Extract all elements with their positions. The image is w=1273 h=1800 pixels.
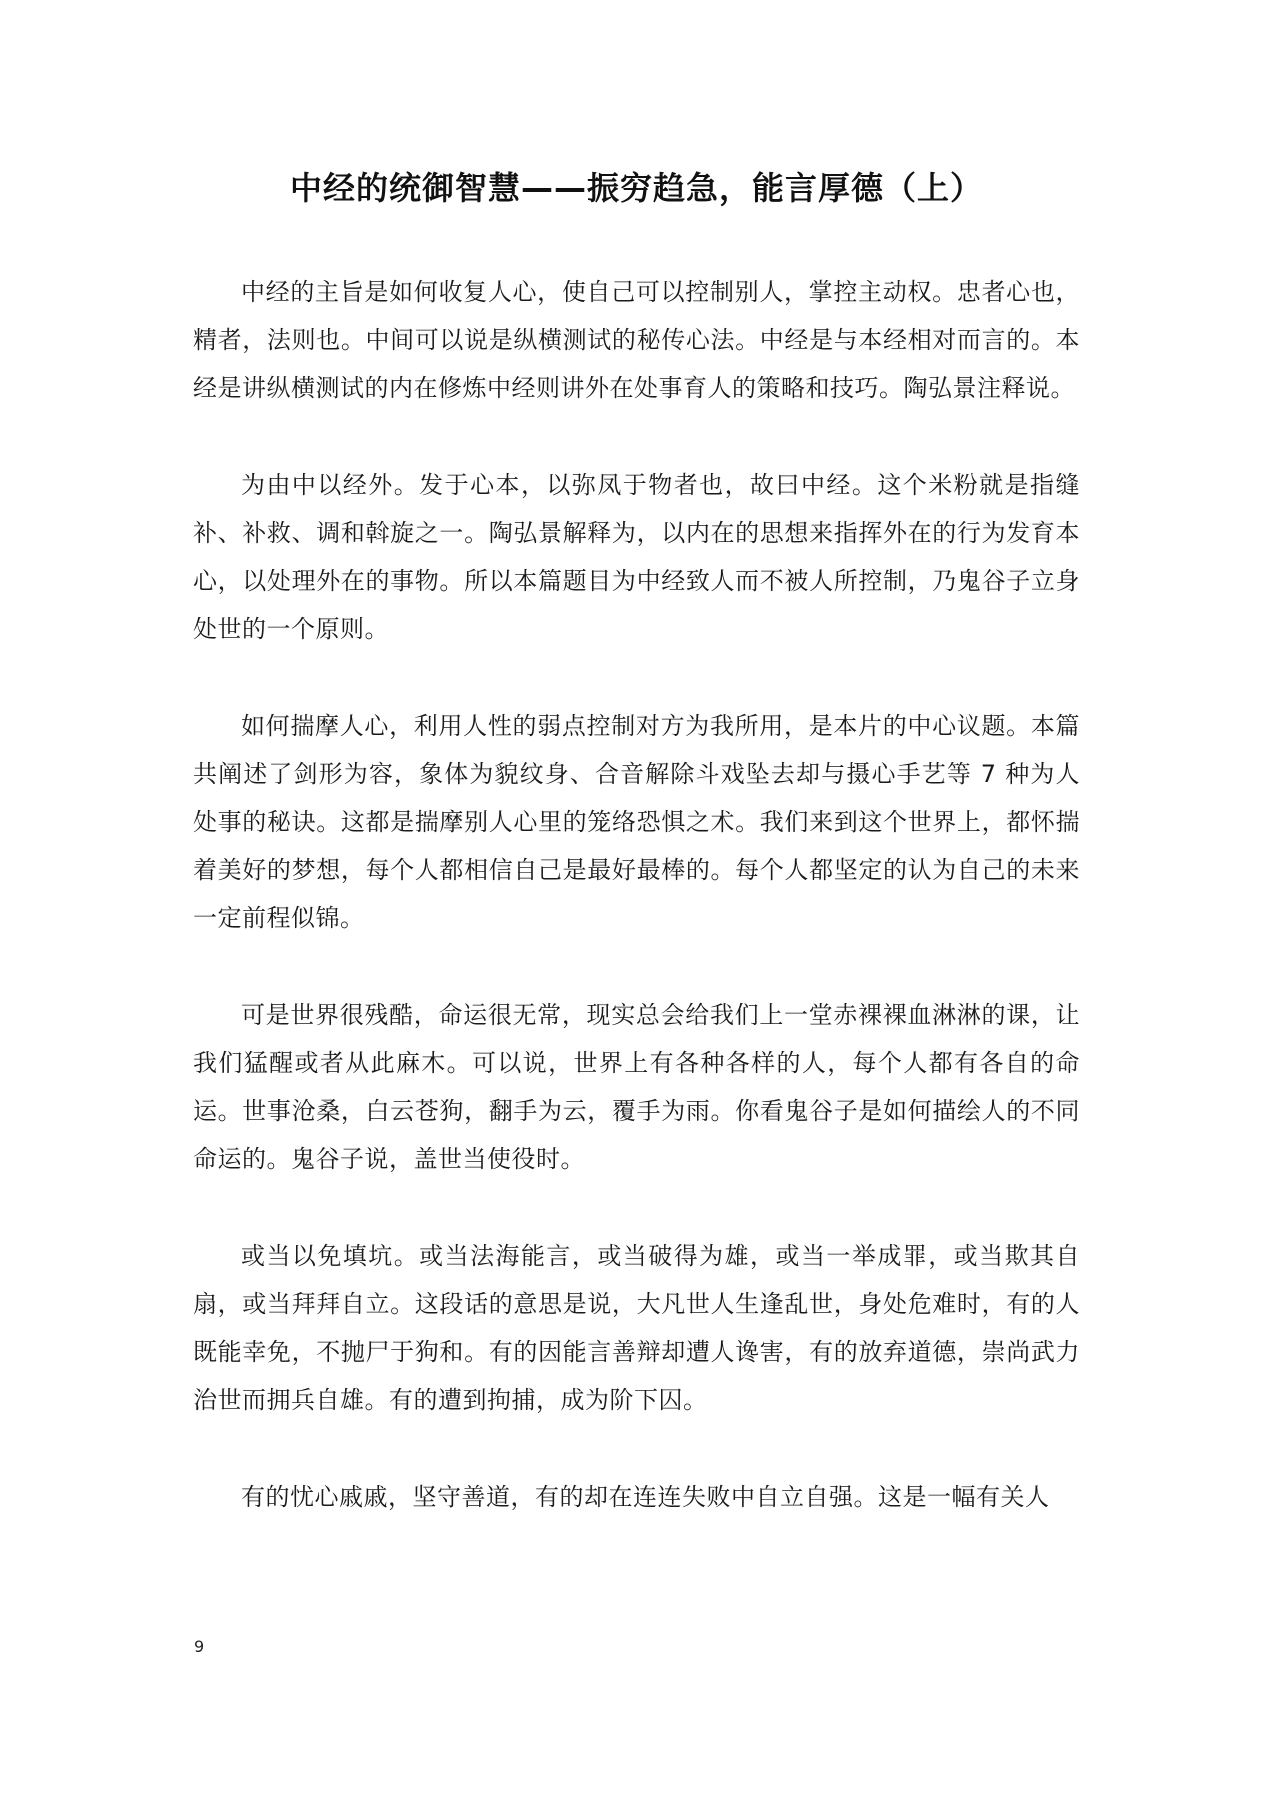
page-title: 中经的统御智慧——振穷趋急，能言厚德（上） [289, 169, 983, 207]
document-body [193, 268, 1080, 1570]
paragraph: 有的忧心戚戚，坚守善道，有的却在连连失败中自立自强。这是一幅有关人 [241, 1483, 1050, 1511]
page-number: 9 [194, 1637, 205, 1656]
paragraph: 为由中以经外。发于心本，以弥凤于物者也，故曰中经。这个米粉就是指缝补、补救、调和斡旋之一。陶弘景解释为，以内在的思想来指挥外在的行为发育本心，以处理外在的事物。所以本篇题目为中经致人而不被人所控制，乃鬼谷子立身处世的一个原则。 [193, 471, 1080, 643]
paragraph: 如何揣摩人心，利用人性的弱点控制对方为我所用，是本片的中心议题。本篇共阐述了剑形为容，象体为貌纹身、合音解除斗戏坠去却与摄心手艺等 7 种为人处事的秘诀。这都是揣摩别人心里的笼络恐惧之术。我们来到这个世界上，都怀揣着美好的梦想，每个人都相信自己是最好最棒的。每个人都坚定的认为自己的未来一定前程似锦。 [193, 712, 1080, 932]
paragraph: 或当以免填坑。或当法海能言，或当破得为雄，或当一举成罪，或当欺其自扇，或当拜拜自立。这段话的意思是说，大凡世人生逢乱世，身处危难时，有的人既能幸免，不抛尸于狗和。有的因能言善辩却遭人谗害，有的放弃道德，崇尚武力治世而拥兵自雄。有的遭到拘捕，成为阶下囚。 [193, 1242, 1080, 1414]
paragraph: 中经的主旨是如何收复人心，使自己可以控制别人，掌控主动权。忠者心也，精者，法则也。中间可以说是纵横测试的秘传心法。中经是与本经相对而言的。本经是讲纵横测试的内在修炼中经则讲外在处事育人的策略和技巧。陶弘景注释说。 [193, 278, 1080, 402]
paragraph: 可是世界很残酷，命运很无常，现实总会给我们上一堂赤裸裸血淋淋的课，让我们猛醒或者从此麻木。可以说，世界上有各种各样的人，每个人都有各自的命运。世事沧桑，白云苍狗，翻手为云，覆手为雨。你看鬼谷子是如何描绘人的不同命运的。鬼谷子说，盖世当使役时。 [193, 1001, 1080, 1173]
